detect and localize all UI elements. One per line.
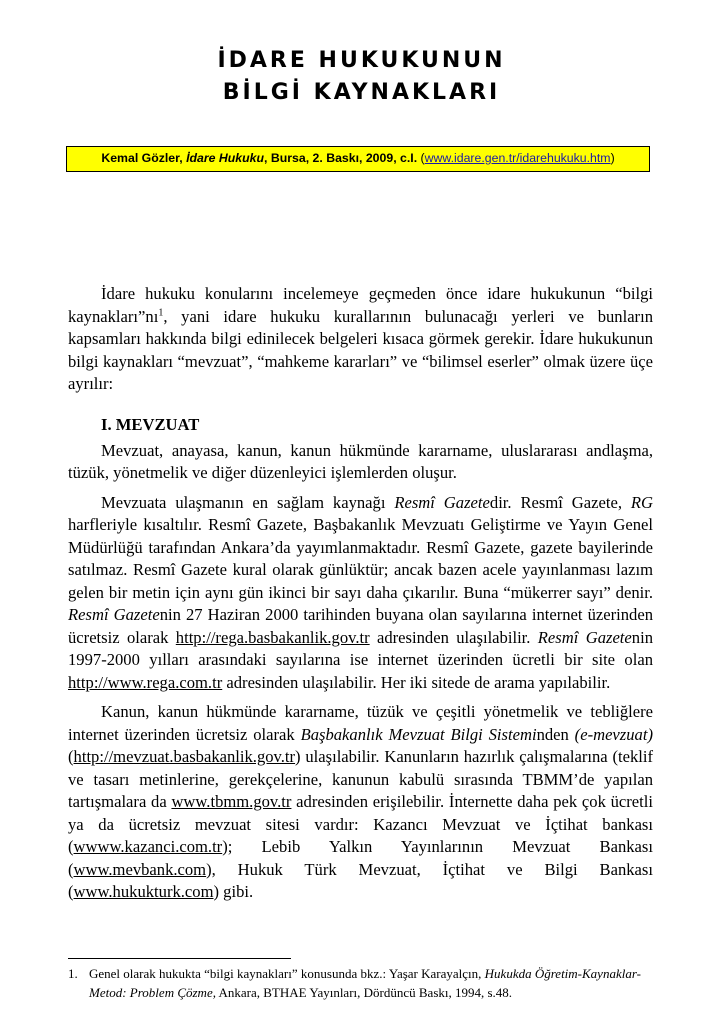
text-run: Kanun, kanun hükmünde kararname, tüzük ve çeşitli yönetmelik ve tebliğlere internet üzerinden ücretsiz olarak [68, 702, 653, 744]
text-run: ), Hukuk Türk Mevzuat, İçtihat ve Bilgi Bankası ( [68, 859, 653, 901]
footnote-text [89, 964, 658, 1002]
citation-book-title: İdare Hukuku [186, 151, 264, 165]
footnote-reference[interactable]: 1 [158, 306, 164, 318]
text-run: nin 27 Haziran 2000 tarihinden buyana olan sayılarına internet üzerinden ücretsiz olarak [68, 605, 653, 647]
kazanci-link[interactable]: wwww.kazanci.com.tr [73, 837, 223, 856]
section-heading: I. MEVZUAT [101, 414, 200, 434]
mevbank-link[interactable]: www.mevbank.com [73, 859, 207, 879]
intro-text-1: İdare hukuku konularını incelemeye geçmeden önce idare hukukunun “bilgi kaynakları”nı [68, 284, 653, 326]
resmi-gazete-paragraph [68, 492, 653, 695]
text-run: harfleriyle kısaltılır. Resmî Gazete, Başbakanlık Mevzuatı Geliştirme ve Yayın Genel Müdürlüğü tarafından Ankara’da yayımlanmaktadır. Resmî Gazete, gazete bayilerinde satılmaz. Resmî Gazete kural olarak günlüktür; ancak bazen acele yayınlanması lazım gelen bir metin için aynı gün ikinci bir sayı daha çıkarılır. Buna “mükerrer sayı” denir. [68, 515, 653, 602]
italic-run: (e-mevzuat) [574, 724, 653, 744]
italic-run: Hukukda Öğretim-Kaynaklar-Metod: Problem Çözme, [89, 966, 641, 1000]
text-run: adresinden erişilebilir. İnternette daha pek çok ücretli ya da ücretsiz mevzuat sitesi vardır: Kazancı Mevzuat ve İçtihat bankası ( [68, 792, 654, 856]
tbmm-link[interactable]: www.tbmm.gov.tr [171, 792, 292, 811]
citation-url-link[interactable]: www.idare.gen.tr/idarehukuku.htm [424, 151, 611, 165]
document-title-line-2: BİLGİ KAYNAKLARI [222, 80, 501, 105]
text-run: adresinden ulaşılabilir. [369, 627, 538, 647]
e-mevzuat-paragraph [68, 701, 653, 904]
text-run: ) gibi. [213, 882, 254, 901]
mevzuat-definition-paragraph: Mevzuat, anayasa, kanun, kanun hükmünde kararname, uluslararası andlaşma, tüzük, yönetmelik ve diğer düzenleyici işlemlerden oluşur. [68, 440, 653, 482]
citation-open-paren: ( [417, 151, 425, 165]
italic-run: Resmî Gazete [68, 605, 160, 624]
rega-com-link[interactable]: http://www.rega.com.tr [68, 672, 223, 692]
text-run: ); Lebib Yalkın Yayınlarının Mevzuat Bankası ( [68, 837, 653, 879]
footnote [68, 964, 658, 1002]
citation-author: Kemal Gözler, [101, 151, 183, 165]
italic-run: Başbakanlık Mevzuat Bilgi Sistemi [300, 724, 537, 744]
text-run: nin 1997-2000 yılları arasındaki sayılarına ise internet üzerinden ücretli bir site olan [68, 627, 654, 669]
text-run: Ankara, BTHAE Yayınları, Dördüncü Baskı, 1994, s.48. [215, 985, 513, 1000]
footnote-divider [68, 958, 291, 959]
text-run: ( [68, 747, 74, 766]
text-run: Genel olarak hukukta “bilgi kaynakları” konusunda bkz.: Yaşar Karayalçın, [89, 966, 485, 981]
text-run: ) ulaşılabilir. Kanunların hazırlık çalışmalarına (teklif ve tasarı metinlerine, gerekçelerine, kanunun kabulü sırasında TBMM’de yapılan tartışmalara da [68, 747, 653, 811]
intro-paragraph [68, 283, 653, 396]
document-title-line-1: İDARE HUKUKUNUN [217, 48, 506, 73]
citation-close-paren: ) [610, 151, 615, 165]
italic-run: Resmî Gazete [537, 627, 632, 647]
text-run: adresinden ulaşılabilir. Her iki sitede de arama yapılabilir. [222, 672, 611, 692]
citation-box [66, 146, 650, 172]
italic-run: Resmî Gazete [394, 492, 490, 512]
document-body [68, 283, 653, 904]
citation-details: , Bursa, 2. Baskı, 2009, c.I. [264, 151, 418, 165]
text-run: Mevzuata ulaşmanın en sağlam kaynağı [101, 492, 395, 512]
footnote-number: 1. [68, 966, 78, 981]
rega-basbakanlik-link[interactable]: http://rega.basbakanlik.gov.tr [175, 627, 370, 647]
mevzuat-basbakanlik-link[interactable]: http://mevzuat.basbakanlik.gov.tr [73, 747, 296, 766]
text-run: nden [536, 724, 575, 744]
intro-text-2: , yani idare hukuku kurallarının bulunacağı yerleri ve bunların kapsamları hakkında bilgi edinilecek belgeleri kısaca görmek gerekir. İdare hukukunun bilgi kaynakları “mevzuat”, “mahkeme kararları” ve “bilimsel eserler” olmak üzere üçe ayrılır: [68, 306, 653, 393]
hukukturk-link[interactable]: www.hukukturk.com [73, 882, 214, 901]
italic-run: RG [630, 492, 654, 512]
text-run: dir. Resmî Gazete, [489, 492, 631, 512]
